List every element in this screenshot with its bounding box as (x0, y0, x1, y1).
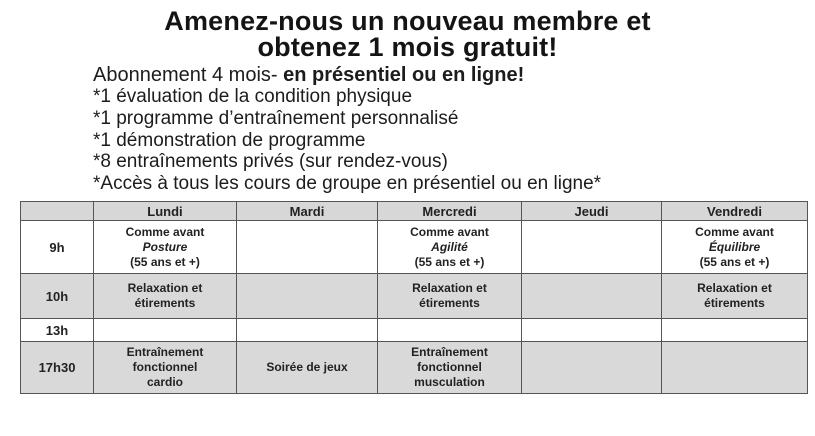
cell-line: cardio (146, 375, 183, 389)
schedule-cell (378, 221, 522, 274)
schedule-cell (237, 221, 378, 274)
schedule-cell (662, 221, 808, 274)
header-day-monday: Lundi (94, 202, 237, 221)
schedule-cell (94, 221, 237, 274)
cell-line: Comme avant (410, 224, 489, 239)
cell-line: étirements (419, 296, 480, 310)
header-day-friday: Vendredi (662, 202, 808, 221)
table-row (21, 342, 808, 394)
header-corner (21, 202, 94, 221)
time-slot: 10h (21, 274, 94, 319)
cell-line: étirements (704, 296, 765, 310)
schedule-cell (522, 319, 662, 342)
schedule-cell (94, 274, 237, 319)
headline-line-2: obtenez 1 mois gratuit! (257, 32, 558, 62)
schedule-header-row (21, 202, 808, 221)
schedule-cell (237, 342, 378, 394)
schedule-cell (522, 342, 662, 394)
cell-line: Comme avant (125, 224, 205, 239)
benefit-item: *1 démonstration de programme (93, 130, 366, 151)
class-schedule-table (20, 201, 808, 394)
class-name: Équilibre (708, 239, 761, 254)
cell-line: Entraînement (411, 345, 488, 359)
cell-line: Soirée de jeux (266, 360, 348, 374)
header-day-thursday: Jeudi (522, 202, 662, 221)
header-day-tuesday: Mardi (237, 202, 378, 221)
time-slot: 17h30 (21, 342, 94, 394)
schedule-cell (237, 319, 378, 342)
benefit-item: *8 entraînements privés (sur rendez-vous) (93, 151, 448, 172)
subscription-emphasis: en présentiel ou en ligne! (283, 64, 525, 86)
schedule-cell (94, 342, 237, 394)
time-slot: 13h (21, 319, 94, 342)
cell-line: Entraînement (126, 345, 204, 359)
cell-line: (55 ans et +) (414, 254, 485, 269)
cell-line: Comme avant (695, 224, 774, 239)
benefit-item: *Accès à tous les cours de groupe en présentiel ou en ligne* (93, 173, 602, 194)
schedule-cell (378, 319, 522, 342)
header-day-wednesday: Mercredi (378, 202, 522, 221)
class-name: Posture (142, 239, 188, 254)
table-row (21, 319, 808, 342)
cell-line: Relaxation et (412, 281, 487, 295)
cell-line: Relaxation et (697, 281, 772, 295)
cell-line: Relaxation et (127, 281, 203, 295)
subscription-prefix: Abonnement 4 mois- (93, 64, 278, 86)
schedule-cell (94, 319, 237, 342)
cell-line: étirements (134, 296, 196, 310)
cell-line: (55 ans et +) (130, 254, 200, 269)
schedule-cell (662, 342, 808, 394)
cell-line: musculation (414, 375, 485, 389)
schedule-cell (237, 274, 378, 319)
schedule-cell (522, 221, 662, 274)
time-slot: 9h (21, 221, 94, 274)
class-name: Agilité (431, 239, 468, 254)
subscription-title (93, 64, 524, 86)
schedule-cell (662, 274, 808, 319)
headline-line-1: Amenez-nous un nouveau membre et (164, 6, 651, 36)
table-row (21, 221, 808, 274)
schedule-cell (378, 342, 522, 394)
cell-line: fonctionnel (132, 360, 198, 374)
schedule-cell (378, 274, 522, 319)
schedule-cell (522, 274, 662, 319)
cell-line: fonctionnel (417, 360, 482, 374)
table-row (21, 274, 808, 319)
benefit-item: *1 programme d’entraînement personnalisé (93, 108, 459, 129)
cell-line: (55 ans et +) (699, 254, 770, 269)
schedule-cell (662, 319, 808, 342)
benefit-item: *1 évaluation de la condition physique (93, 86, 413, 107)
